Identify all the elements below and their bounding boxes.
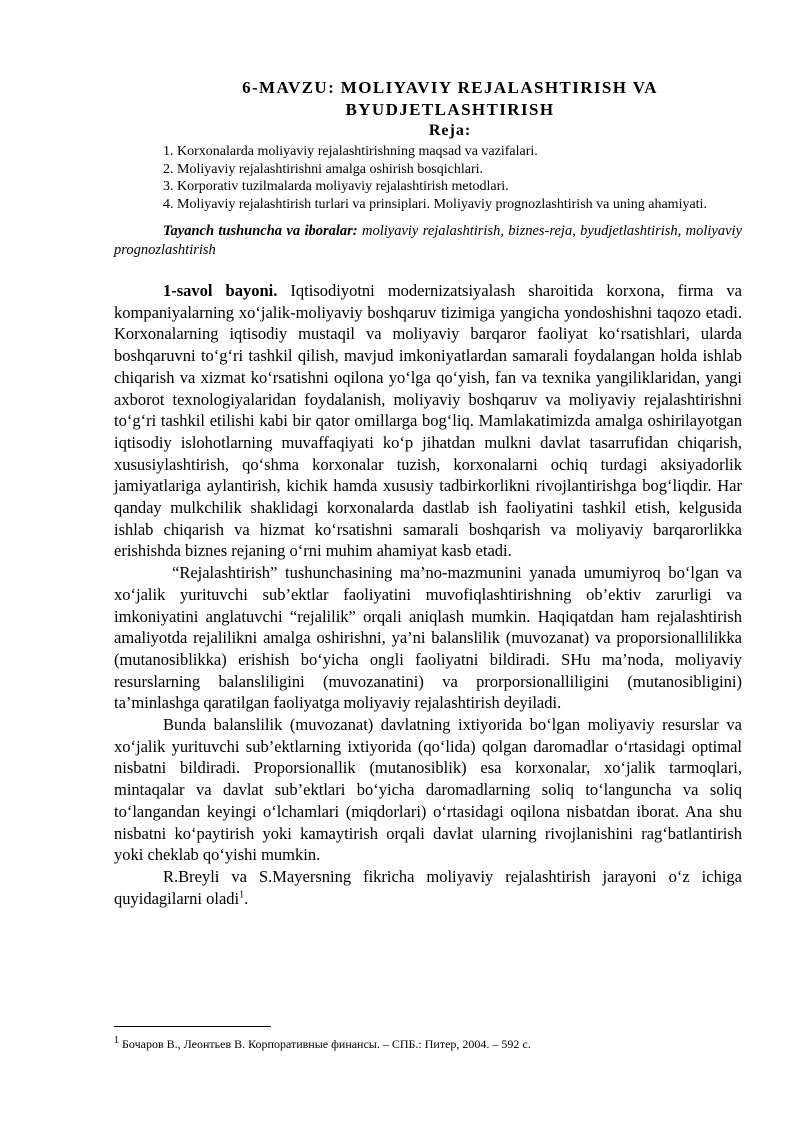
paragraph-3: Bunda balanslilik (muvozanat) davlatning ixtiyorida bo‘lgan moliyaviy resurslar va xo‘jalik yurituvchi sub’ektlarning ixtiyorida (qo‘lida) qolgan daromadlar o‘rtasidagi optimal nisbatni bildiradi. Proporsionallik (mutanosiblik) esa korxonalar, xo‘jalik tarmoqlari, mintaqalar va davlat sub’ektlari bo‘yicha daromadlarning soliq to‘languncha va soliq to‘langandan keyingi o‘lchamlari (miqdorlari) o‘rtasidagi oqilona nisbatdan iborat. Ana shu nisbatni ko‘paytirish yoki kamaytirish orqali davlat ularning rivojlanishini rag‘batlantirish yoki cheklab qo‘yishi mumkin.	[114, 715, 742, 865]
footnote-divider	[114, 1026, 271, 1027]
plan-item: 3. Korporativ tuzilmalarda moliyaviy rejalashtirish metodlari.	[163, 179, 509, 194]
plan-list	[114, 143, 742, 213]
paragraph-1	[114, 280, 742, 562]
body-text	[114, 280, 742, 909]
plan-item: 1. Korxonalarda moliyaviy rejalashtirishning maqsad va vazifalari.	[163, 144, 538, 159]
keywords-text: moliyaviy rejalashtirish, biznes-reja, byudjetlashtirish, moliyaviy prognozlashtirish	[114, 223, 743, 258]
section-lead: 1-savol bayoni.	[163, 281, 278, 300]
paragraph-4	[114, 866, 742, 909]
keywords-label: Tayanch tushuncha va iboralar:	[163, 223, 358, 239]
paragraph-4-end: .	[244, 888, 249, 908]
paragraph-1-text: Iqtisodiyotni modernizatsiyalash sharoitida korxona, firma va kompaniyalarning xo‘jalik-moliyaviy boshqaruv tizimiga yangicha yondoshishni taqozo etadi. Korxonalarning iqtisodiy mustaqil va moliyaviy barqaror faoliyat ko‘rsatishlari, ularda boshqaruvni to‘g‘ri tashkil qilish, mavjud imkoniyatlardan samarali foydalangan holda ishlab chiqarish va xizmat ko‘rsatishni oqilona yo‘lga qo‘yish, fan va texnika yangiliklaridan, yangi axborot texnologiyalaridan foydalanish, moliyaviy boshqaruv va moliyaviy rejalashtirishni to‘g‘ri tashkil etilishi kabi bir qator omillarga bog‘liq. Mamlakatimizda amalga oshirilayotgan iqtisodiy islohotlarning muvaffaqiyati ko‘p jihatdan mulkni davlat tasarrufidan chiqarish, xususiylashtirish, qo‘shma korxonalar tuzish, korxonalarni ochiq turdagi aksiyadorlik jamiyatlariga aylantirish, kichik hamda xususiy tadbirkorlikni rivojlantirishga bog‘liqdir. Har qanday mulkchilik shaklidagi korxonalarda dastlab ish faoliyatini tashkil etish, kelgusida ishlab chiqarish va hizmat ko‘rsatishni samarali boshqarish va moliyaviy barqarorlikka erishishda biznes rejaning o‘rni muhim ahamiyat kasb etadi.	[114, 281, 742, 561]
plan-item: 2. Moliyaviy rejalashtirishni amalga oshirish bosqichlari.	[163, 161, 483, 177]
title-line-1: 6-MAVZU: MOLIYAVIY REJALASHTIRISH VA	[242, 78, 658, 97]
footnote-marker: 1	[114, 1035, 119, 1046]
keywords-block	[114, 222, 742, 260]
title-line-2: BYUDJETLASHTIRISH	[345, 100, 555, 119]
paragraph-2: “Rejalashtirish” tushunchasining ma’no-mazmunini yanada umumiyroq bo‘lgan va xo‘jalik yurituvchi sub’ektlar faoliyatini muvofiqlashtirishning ob’ektiv zarurligi va imkoniyatini anglatuvchi “rejalilik” orqali aniqlash mumkin. Haqiqatdan ham rejalashtirish amaliyotda rejalilikni amalga oshirishni, ya’ni balanslilik (muvozanat) va proporsionallilikka (mutanosiblikka) erishish bo‘yicha ongli faoliyatni bildiradi. SHu ma’noda, moliyaviy resurslarning balansliligini (muvozanatini) va prorporsionalliligini (mutanosibligini) ta’minlashga qaratilgan faoliyatga moliyaviy rejalashtirish deyiladi.	[114, 563, 742, 713]
plan-label: Reja:	[428, 122, 472, 139]
document-page	[114, 0, 742, 909]
page-title	[114, 77, 742, 121]
footnote-ref[interactable]: 1	[239, 889, 245, 901]
paragraph-4-text: R.Breyli va S.Mayersning fikricha moliyaviy rejalashtirish jarayoni o‘z ichiga quyidagilarni oladi	[114, 866, 742, 908]
plan-item: 4. Moliyaviy rejalashtirish turlari va prinsiplari. Moliyaviy prognozlashtirish va uning ahamiyati.	[163, 196, 707, 212]
footnote	[114, 1036, 531, 1052]
footnote-text: Бочаров В., Леонтьев В. Корпоративные финансы. – СПБ.: Питер, 2004. – 592 с.	[119, 1037, 531, 1051]
